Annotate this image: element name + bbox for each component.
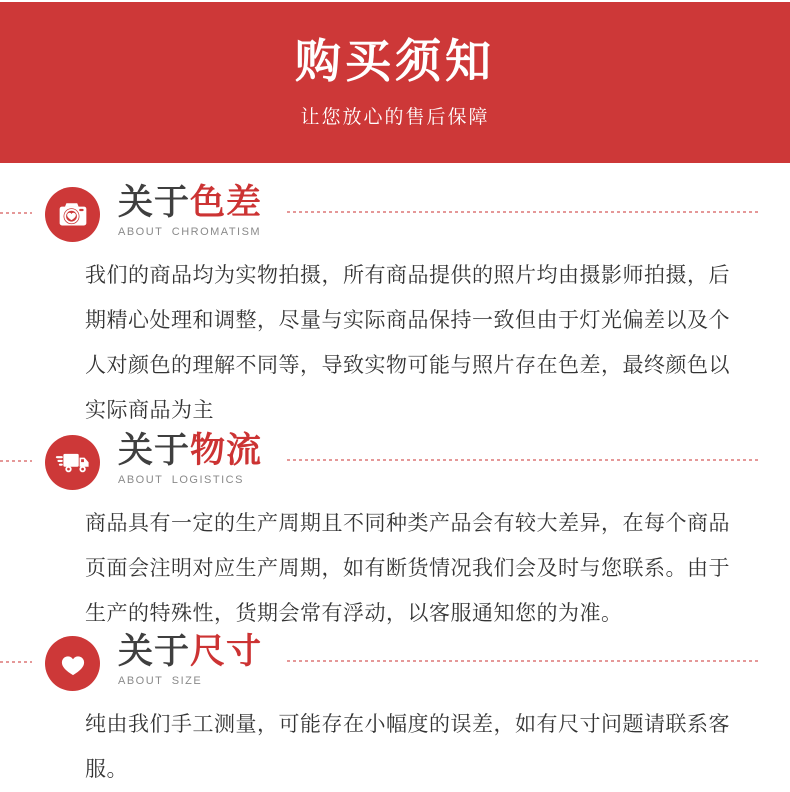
truck-icon bbox=[45, 435, 100, 490]
section-subtitle-en: ABOUT LOGISTICS bbox=[118, 474, 244, 486]
divider-dash-left bbox=[0, 212, 32, 214]
divider-dash-left bbox=[0, 661, 32, 663]
section-logistics bbox=[0, 431, 790, 636]
section-title-highlight: 色差 bbox=[190, 183, 263, 222]
section-title-highlight: 物流 bbox=[190, 431, 263, 470]
section-body-text: 我们的商品均为实物拍摄，所有商品提供的照片均由摄影师拍摄，后期精心处理和调整，尽量与实际商品保持一致但由于灯光偏差以及个人对颜色的理解不同等，导致实物可能与照片存在色差，最终颜色以实际商品为主 bbox=[85, 264, 730, 422]
section-title-prefix: 关于 bbox=[118, 632, 191, 671]
section-chromatism bbox=[0, 183, 790, 433]
section-body-text: 纯由我们手工测量，可能存在小幅度的误差，如有尺寸问题请联系客服。 bbox=[85, 713, 730, 781]
section-title-block bbox=[118, 633, 262, 687]
section-subtitle-en: ABOUT SIZE bbox=[118, 675, 203, 687]
section-chromatism-header bbox=[0, 183, 790, 245]
header-banner bbox=[0, 2, 790, 163]
section-title bbox=[118, 432, 262, 470]
section-title bbox=[118, 633, 262, 671]
page-title: 购买须知 bbox=[295, 35, 495, 87]
divider-dash-left bbox=[0, 460, 32, 462]
section-subtitle-en: ABOUT CHROMATISM bbox=[118, 226, 262, 238]
section-title bbox=[118, 184, 262, 222]
section-size bbox=[0, 632, 790, 792]
heart-icon bbox=[45, 636, 100, 691]
section-title-highlight: 尺寸 bbox=[190, 632, 263, 671]
section-title-block bbox=[118, 184, 262, 238]
page-subtitle: 让您放心的售后保障 bbox=[300, 107, 490, 128]
divider-dash-right bbox=[287, 660, 758, 662]
section-logistics-header bbox=[0, 431, 790, 493]
divider-dash-right bbox=[287, 459, 758, 461]
section-title-prefix: 关于 bbox=[118, 183, 191, 222]
section-title-block bbox=[118, 432, 262, 486]
section-title-prefix: 关于 bbox=[118, 431, 191, 470]
section-size-header bbox=[0, 632, 790, 694]
purchase-notice-page bbox=[0, 2, 790, 783]
camera-heart-icon bbox=[45, 187, 100, 242]
section-body-text: 商品具有一定的生产周期且不同种类产品会有较大差异，在每个商品页面会注明对应生产周期，如有断货情况我们会及时与您联系。由于生产的特殊性，货期会常有浮动，以客服通知您的为准。 bbox=[85, 512, 730, 625]
divider-dash-right bbox=[287, 211, 758, 213]
